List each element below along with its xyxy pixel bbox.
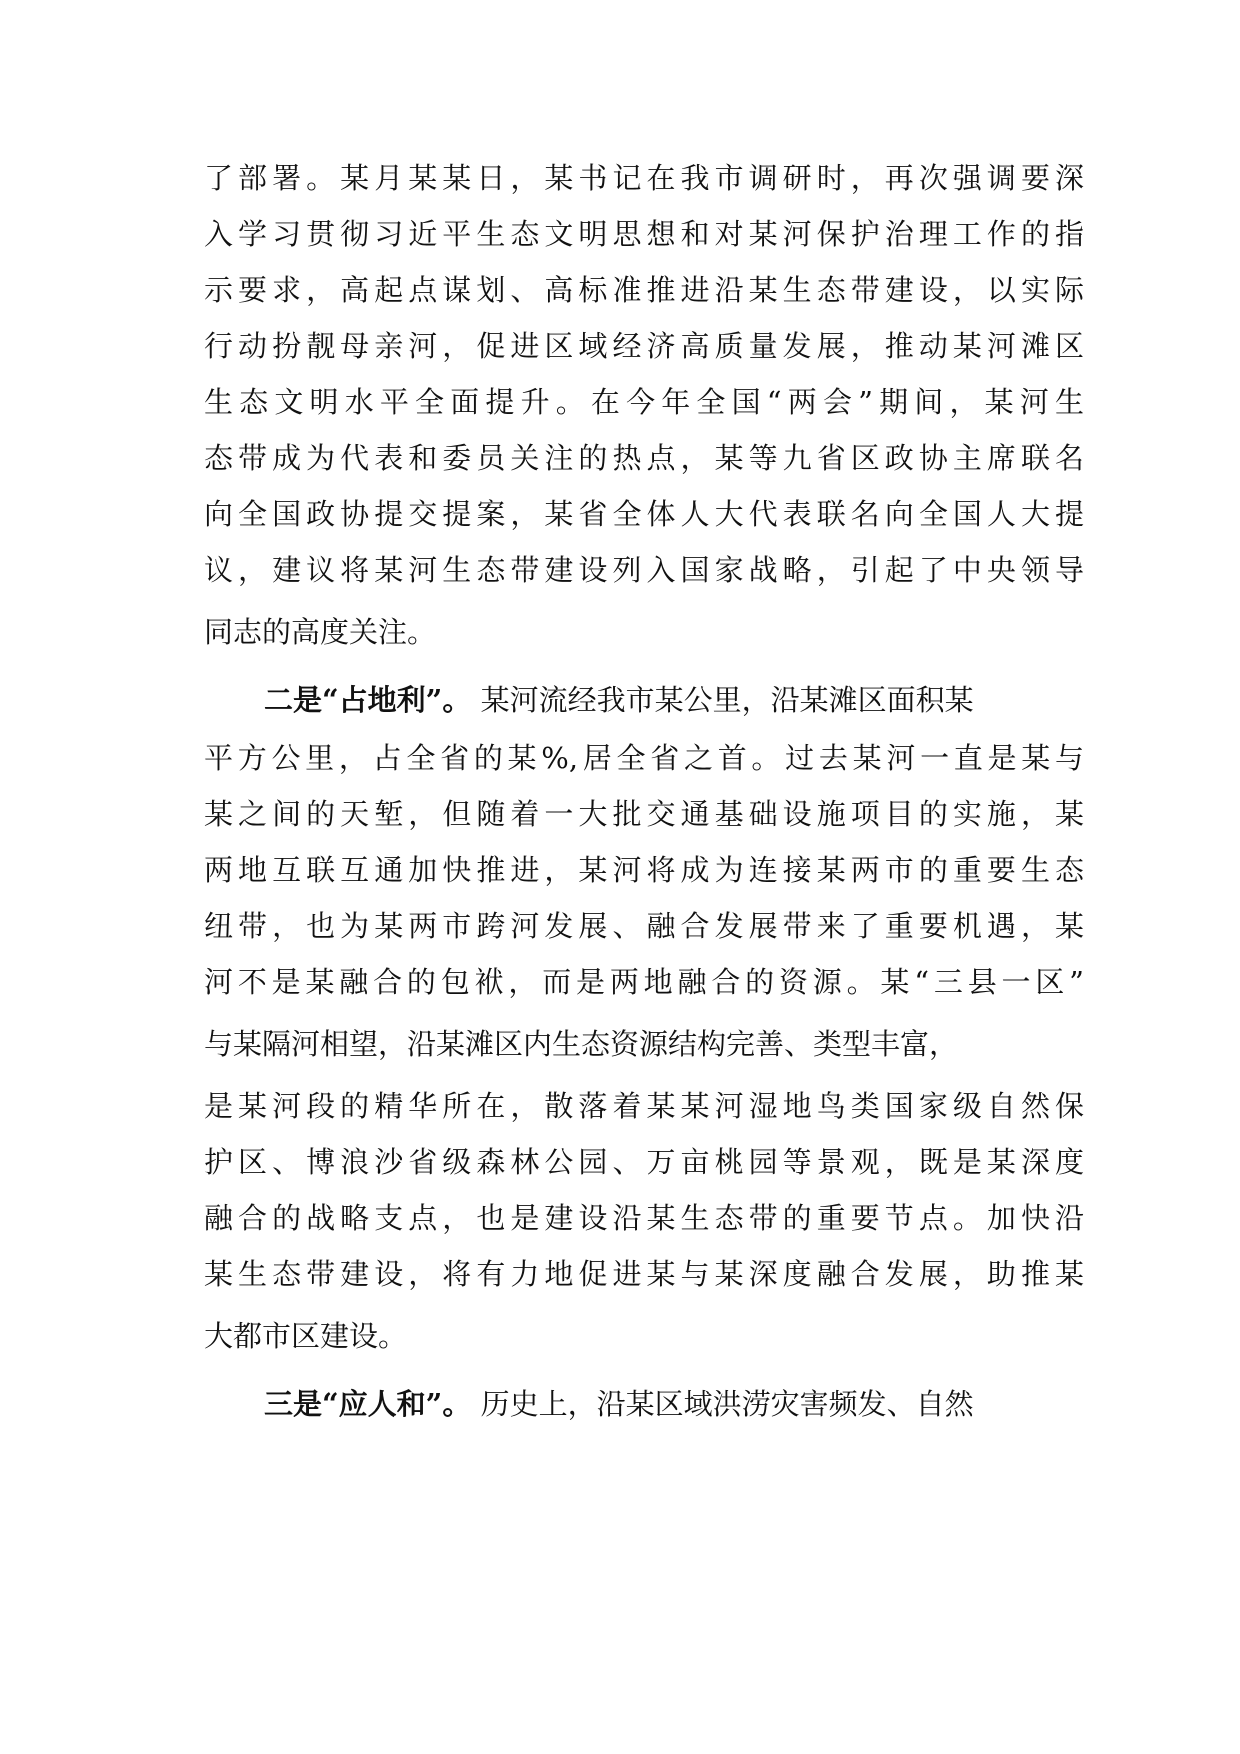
text-line: 了部署。某月某某日，某书记在我市调研时，再次强调要深 [204, 161, 1084, 195]
text-span: 历史上，沿某区域洪涝灾害频发、自然 [480, 1387, 974, 1421]
text-line: 两地互联互通加快推进，某河将成为连接某两市的重要生态 [204, 853, 1084, 887]
text-line: 某生态带建设，将有力地促进某与某深度融合发展，助推某 [204, 1257, 1084, 1291]
text-line: 护区、博浪沙省级森林公园、万亩桃园等景观，既是某深度 [204, 1145, 1084, 1179]
paragraph-first-line [264, 680, 1084, 720]
text-line: 行动扮靓母亲河，促进区域经济高质量发展，推动某河滩区 [204, 329, 1084, 363]
text-span: 某河流经我市某公里，沿某滩区面积某 [480, 683, 974, 717]
text-line: 同志的高度关注。 [204, 615, 437, 649]
paragraph-heading: 三是“应人和”。 [264, 1387, 472, 1421]
text-line: 平方公里，占全省的某%,居全省之首。过去某河一直是某与 [204, 741, 1084, 775]
text-line: 入学习贯彻习近平生态文明思想和对某河保护治理工作的指 [204, 217, 1084, 251]
text-line: 生态文明水平全面提升。在今年全国“两会”期间，某河生 [204, 385, 1084, 419]
text-line: 是某河段的精华所在，散落着某某河湿地鸟类国家级自然保 [204, 1089, 1084, 1123]
paragraph-heading: 二是“占地利”。 [264, 683, 472, 717]
text-line: 融合的战略支点，也是建设沿某生态带的重要节点。加快沿 [204, 1201, 1084, 1235]
text-line: 议，建议将某河生态带建设列入国家战略，引起了中央领导 [204, 553, 1084, 587]
text-line: 河不是某融合的包袱，而是两地融合的资源。某“三县一区” [204, 965, 1084, 999]
paragraph-first-line [264, 1384, 1084, 1424]
text-line: 向全国政协提交提案，某省全体人大代表联名向全国人大提 [204, 497, 1084, 531]
text-line: 某之间的天堑，但随着一大批交通基础设施项目的实施，某 [204, 797, 1084, 831]
text-line: 示要求，高起点谋划、高标准推进沿某生态带建设，以实际 [204, 273, 1084, 307]
text-line: 与某隔河相望，沿某滩区内生态资源结构完善、类型丰富， [204, 1027, 959, 1061]
text-line: 大都市区建设。 [204, 1319, 408, 1353]
text-line: 纽带，也为某两市跨河发展、融合发展带来了重要机遇，某 [204, 909, 1084, 943]
text-line: 态带成为代表和委员关注的热点，某等九省区政协主席联名 [204, 441, 1084, 475]
